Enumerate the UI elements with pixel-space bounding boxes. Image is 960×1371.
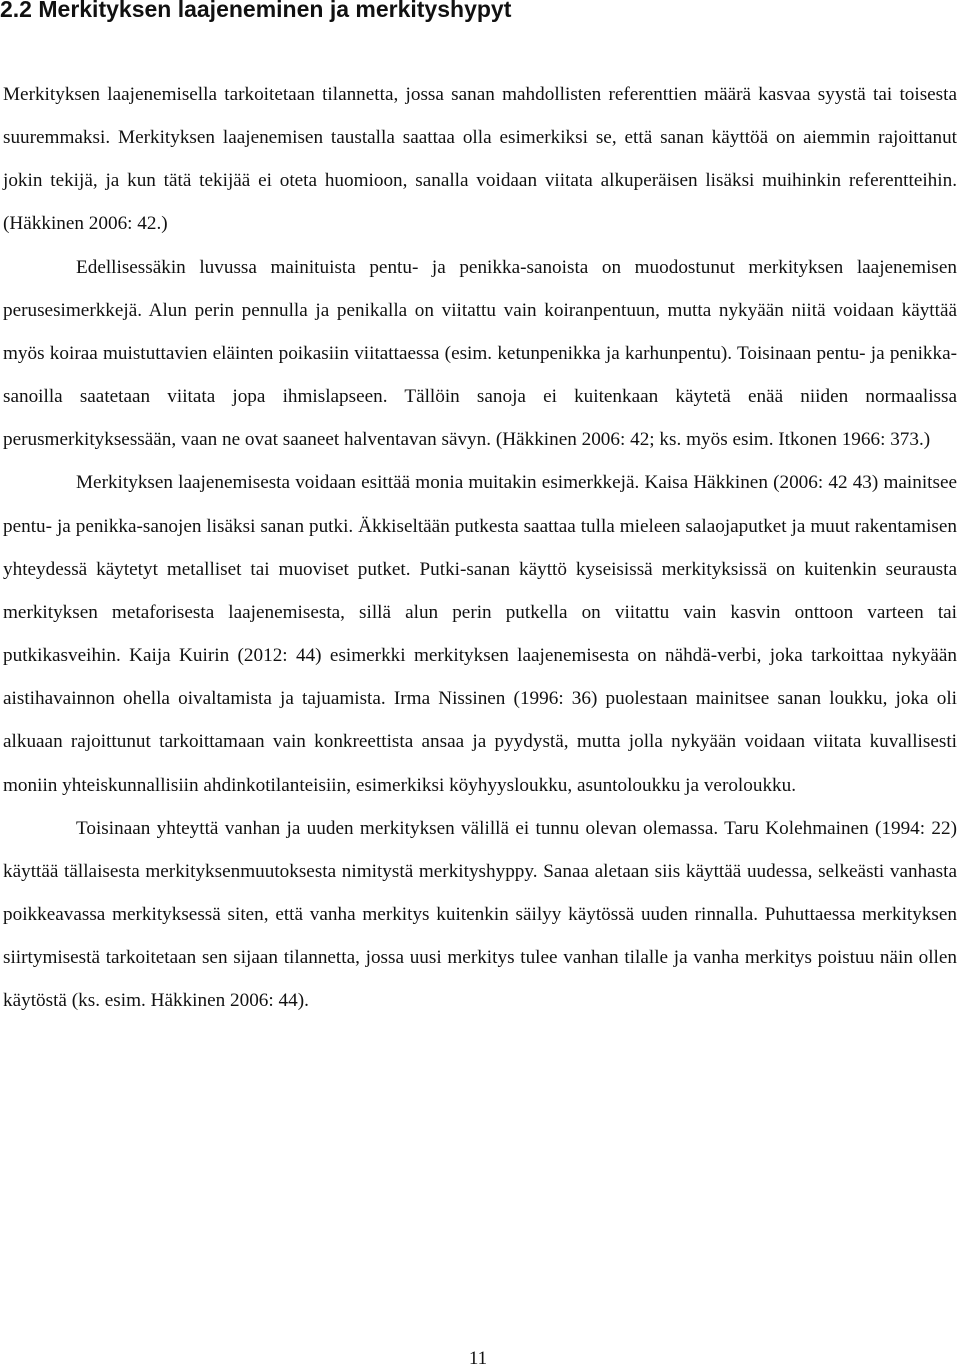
paragraph-3: Merkityksen laajenemisesta voidaan esittää monia muitakin esimerkkejä. Kaisa Häkkinen (2006: 42 43) mainitsee pentu- ja penikka-sanojen lisäksi sanan putki. Äkkiseltään putkesta saattaa tulla mieleen salaojaputket ja muut rakentamisen yhteydessä käytetyt metalliset tai muoviset putket. Putki-sanan käyttö kyseisissä merkityksissä on kuitenkin seurausta merkityksen metaforisesta laajenemisesta, sillä alun perin putkella on viitattu vain kasvin onttoon varteen tai putkikasveihin. Kaija Kuirin (2012: 44) esimerkki merkityksen laajenemisesta on nähdä-verbi, joka tarkoittaa nykyään aistihavainnon ohella oivaltamista ja tajuamista. Irma Nissinen (1996: 36) puolestaan mainitsee sanan loukku, joka oli alkuaan rajoittunut tarkoittamaan vain konkreettista ansaa ja pyydystä, mutta jolla nykyään voidaan viitata kuvallisesti moniin yhteiskunnallisiin ahdinkotilanteisiin, esimerkiksi köyhyysloukku, asuntoloukku ja veroloukku. (3, 472, 957, 796)
page-number: 11 (468, 1348, 488, 1369)
section-heading: 2.2 Merkityksen laajeneminen ja merkityshypyt (0, 0, 512, 22)
paragraph-2: Edellisessäkin luvussa mainituista pentu- ja penikka-sanoista on muodostunut merkityksen laajenemisen perusesimerkkejä. Alun perin pennulla ja penikalla on viitattu vain koiranpentuun, mutta nykyään niitä voidaan käyttää myös koiraa muistuttavien eläinten poikasiin viitattaessa (esim. ketunpenikka ja karhunpentu). Toisinaan pentu- ja penikka-sanoilla saatetaan viitata jopa ihmislapseen. Tällöin sanoja ei kuitenkaan käytetä enää niiden normaalissa perusmerkityksessään, vaan ne ovat saaneet halventavan sävyn. (Häkkinen 2006: 42; ks. myös esim. Itkonen 1966: 373.) (3, 256, 957, 451)
paragraph-1: Merkityksen laajenemisella tarkoitetaan tilannetta, jossa sanan mahdollisten referenttien määrä kasvaa syystä tai toisesta suuremmaksi. Merkityksen laajenemisen taustalla saattaa olla esimerkiksi se, että sanan käyttöä on aiemmin rajoittanut jokin tekijä, ja kun tätä tekijää ei oteta huomioon, sanalla voidaan viitata alkuperäisen lisäksi muihinkin referentteihin. (Häkkinen 2006: 42.) (3, 84, 957, 235)
body-text (3, 73, 957, 1022)
paragraph-4: Toisinaan yhteyttä vanhan ja uuden merkityksen välillä ei tunnu olevan olemassa. Taru Kolehmainen (1994: 22) käyttää tällaisesta merkityksenmuutoksesta nimitystä merkityshyppy. Sanaa aletaan siis käyttää uudessa, selkeästi vanhasta poikkeavassa merkityksessä siten, että vanha merkitys kuitenkin säilyy käytössä uuden rinnalla. Puhuttaessa merkityksen siirtymisestä tarkoitetaan sen sijaan tilannetta, jossa uusi merkitys tulee vanhan tilalle ja vanha merkitys poistuu näin ollen käytöstä (ks. esim. Häkkinen 2006: 44). (3, 817, 957, 1012)
